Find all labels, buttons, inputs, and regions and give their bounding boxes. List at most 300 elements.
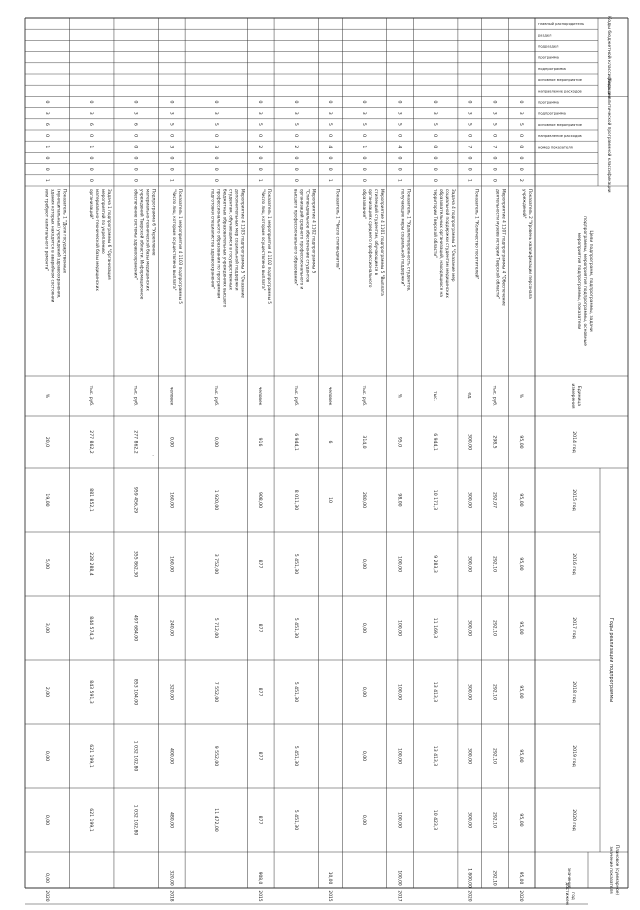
table-grid bbox=[25, 18, 628, 904]
row-description: или требуют капитального ремонта" bbox=[44, 189, 50, 272]
code-digit: 3 bbox=[432, 111, 438, 115]
table-row bbox=[361, 101, 385, 826]
code-digit: 5 bbox=[361, 122, 367, 126]
row-description: социальной поддержки студентам медицинских bbox=[444, 189, 450, 298]
code-digit: 1 bbox=[466, 178, 472, 182]
code-digit: 0 bbox=[88, 100, 94, 104]
table-cells bbox=[44, 16, 620, 905]
row-description: мероприятий по укреплению bbox=[100, 189, 106, 254]
header-unit: измерения bbox=[570, 383, 575, 409]
code-digit: 0 bbox=[257, 167, 263, 171]
row-unit: ед. bbox=[466, 392, 472, 400]
row-unit: тыс. bbox=[432, 391, 438, 401]
value-2014: 300,00 bbox=[466, 433, 472, 451]
row-unit: тыс. руб. bbox=[292, 385, 298, 407]
code-subheader: основное мероприятие bbox=[538, 78, 582, 83]
value-year: 5 712,00 bbox=[212, 617, 218, 639]
header-unit: Единица bbox=[576, 385, 581, 407]
row-description: бюджетных образовательных учреждениях высшего bbox=[222, 189, 228, 308]
value-year: 621 199,1 bbox=[88, 808, 94, 832]
row-description: Мероприятие 4 1103 подпрограммы 5 "Оказание bbox=[240, 189, 246, 298]
value-year: 877 bbox=[257, 687, 263, 697]
code-digit: 3 bbox=[88, 111, 94, 115]
value-year: 95,00 bbox=[518, 685, 524, 699]
row-unit: тыс. руб. bbox=[88, 385, 94, 407]
code-digit: 0 bbox=[132, 145, 138, 149]
row-description: "Число лиц, которым осуществлена выплата" bbox=[172, 189, 178, 291]
row-unit: % bbox=[518, 393, 524, 399]
row-unit: % bbox=[396, 393, 402, 399]
code-digit: 0 bbox=[396, 156, 402, 160]
code-digit: 1 bbox=[43, 178, 49, 182]
code-digit: 3 bbox=[168, 111, 174, 115]
code-subheader: основное мероприятие bbox=[538, 122, 582, 127]
row-description: Показатель 1 "Число стипендиатов" bbox=[335, 189, 341, 270]
value-year: 11 169,3 bbox=[432, 617, 438, 639]
code-digit: 0 bbox=[396, 134, 402, 138]
value-year: 853 104,00 bbox=[132, 678, 138, 706]
target-year: 2020 bbox=[43, 890, 49, 902]
value-year: 300,00 bbox=[466, 747, 472, 765]
value-year: 3,00 bbox=[43, 622, 49, 634]
table-row bbox=[432, 101, 456, 831]
code-subheader: подпрограмма bbox=[538, 111, 566, 116]
table-row bbox=[44, 101, 68, 902]
code-digit: 0 bbox=[212, 156, 218, 160]
row-description: (муниципальных) учреждений здравоохранения, bbox=[56, 189, 62, 299]
code-digit: 0 bbox=[361, 178, 367, 182]
value-year: 228 288,4 bbox=[88, 552, 94, 576]
header-purpose: подпрограммы, мероприятия подпрограммы, основные bbox=[582, 216, 587, 346]
row-description: образовательных организаций, находящихся на bbox=[438, 189, 444, 297]
code-digit: 0 bbox=[43, 134, 49, 138]
code-digit: 0 bbox=[168, 167, 174, 171]
row-description: Показатель 1 "Количество посетителей" bbox=[474, 189, 480, 280]
value-year: 95,00 bbox=[518, 749, 524, 763]
code-digit: 3 bbox=[43, 111, 49, 115]
header-budget-codes: Коды бюджетной классификации bbox=[606, 16, 611, 99]
value-2014: 0,00 bbox=[168, 436, 174, 448]
code-digit: 0 bbox=[432, 100, 438, 104]
table-row bbox=[466, 101, 479, 902]
code-digit: 0 bbox=[432, 167, 438, 171]
header-year: 2018 год bbox=[571, 681, 576, 703]
value-year: 292,10 bbox=[491, 619, 497, 637]
target-value: 100,00 bbox=[396, 870, 402, 886]
value-year: 300,00 bbox=[466, 811, 472, 829]
value-2014: 6 944,1 bbox=[432, 433, 438, 451]
code-digit: 0 bbox=[361, 134, 367, 138]
value-year: 621 199,1 bbox=[88, 744, 94, 768]
target-year: 2015 bbox=[326, 890, 332, 902]
value-year: 100,00 bbox=[396, 619, 402, 637]
code-subheader: подпрограмма bbox=[538, 66, 566, 71]
code-digit: 0 bbox=[292, 178, 298, 182]
code-digit: 7 bbox=[491, 145, 497, 149]
value-year: 10 423,3 bbox=[432, 809, 438, 831]
code-subheader: направление расходов bbox=[538, 89, 582, 94]
code-digit: 3 bbox=[491, 111, 497, 115]
code-digit: 0 bbox=[43, 167, 49, 171]
code-digit: 0 bbox=[168, 100, 174, 104]
value-year: 3 752,00 bbox=[212, 553, 218, 575]
value-year: 292,07 bbox=[491, 491, 497, 509]
code-digit: 1 bbox=[257, 178, 263, 182]
value-2014: 916 bbox=[257, 437, 263, 447]
code-subheader: направление расходов bbox=[538, 134, 582, 139]
value-year: 480,00 bbox=[168, 811, 174, 829]
code-digit: 0 bbox=[212, 100, 218, 104]
header-year: 2017 год bbox=[571, 617, 576, 639]
target-value: 320,00 bbox=[168, 870, 174, 886]
code-digit: 0 bbox=[257, 156, 263, 160]
value-2014: 20,0 bbox=[43, 436, 49, 448]
row-unit: тыс. руб. bbox=[491, 385, 497, 407]
code-digit: 0 bbox=[432, 156, 438, 160]
code-digit: 0 bbox=[396, 100, 402, 104]
row-description: Задача 4 подпрограммы 5 "Оказание мер bbox=[450, 189, 456, 282]
row-description: деятельности музеев истории Тверской области" bbox=[495, 189, 501, 299]
code-digit: 0 bbox=[491, 178, 497, 182]
value-year: 300,00 bbox=[466, 619, 472, 637]
row-description: подготовки специалистов здравоохранения" bbox=[210, 189, 216, 290]
value-year: 292,10 bbox=[491, 811, 497, 829]
header-target-year: год bbox=[571, 892, 576, 900]
code-digit: 0 bbox=[132, 178, 138, 182]
value-year: 5 451,30 bbox=[292, 617, 298, 639]
code-digit: 4 bbox=[326, 145, 332, 149]
code-digit: 7 bbox=[466, 145, 472, 149]
value-year: 0,00 bbox=[361, 686, 367, 698]
code-digit: 5 bbox=[326, 122, 332, 126]
value-year: 877 bbox=[257, 623, 263, 633]
rotated-table bbox=[25, 16, 628, 905]
value-year: 1 920,00 bbox=[212, 489, 218, 511]
code-digit: 0 bbox=[43, 156, 49, 160]
row-description: территории Тверской области" bbox=[432, 189, 438, 258]
target-value: 908,0 bbox=[257, 871, 263, 885]
value-year: 0,00 bbox=[361, 558, 367, 570]
row-description: организаций" bbox=[88, 189, 94, 220]
value-year: 280,00 bbox=[361, 491, 367, 509]
value-year: 0,00 bbox=[361, 750, 367, 762]
code-subheader: подраздел bbox=[538, 44, 559, 49]
code-digit: 0 bbox=[212, 134, 218, 138]
code-digit: 5 bbox=[396, 122, 402, 126]
code-digit: 0 bbox=[432, 134, 438, 138]
code-digit: 0 bbox=[326, 167, 332, 171]
value-2014: 6 bbox=[326, 440, 332, 444]
row-unit: тыс. руб. bbox=[132, 385, 138, 407]
value-year: 300,00 bbox=[466, 683, 472, 701]
code-digit: 3 bbox=[466, 111, 472, 115]
code-digit: 0 bbox=[518, 156, 524, 160]
row-description: дополнительных мер социальной поддержки bbox=[234, 189, 240, 291]
code-digit: 1 bbox=[361, 145, 367, 149]
value-year: 843 591,3 bbox=[88, 680, 94, 704]
value-year: 300,00 bbox=[466, 491, 472, 509]
header-base-year: 2014 год bbox=[571, 431, 576, 453]
code-digit: 0 bbox=[491, 156, 497, 160]
code-digit: 0 bbox=[168, 156, 174, 160]
header-year: 2020 год bbox=[571, 809, 576, 831]
code-subheader: раздел bbox=[538, 33, 552, 38]
value-year: 0,00 bbox=[361, 814, 367, 826]
value-year: 881 852,1 bbox=[88, 488, 94, 512]
value-year: 2,00 bbox=[43, 686, 49, 698]
code-digit: 0 bbox=[168, 134, 174, 138]
value-year: 5 451,30 bbox=[292, 745, 298, 767]
row-description: Подпрограмма 6 "Укрепление bbox=[151, 189, 157, 256]
row-description: здания которых находятся в аварийном состоянии bbox=[50, 189, 56, 303]
row-unit: тыс. руб. bbox=[361, 385, 367, 407]
value-year: 95,00 bbox=[518, 621, 524, 635]
table-row bbox=[397, 101, 412, 902]
row-description: студентам, обучающимся в государственных bbox=[228, 189, 234, 290]
row-description: организациях среднего профессионального bbox=[367, 189, 373, 288]
code-digit: 3 bbox=[212, 111, 218, 115]
value-year: 100,00 bbox=[396, 683, 402, 701]
table-row bbox=[327, 101, 340, 902]
code-digit: 0 bbox=[292, 100, 298, 104]
code-digit: 0 bbox=[88, 178, 94, 182]
header-years-group: Годы реализации подпрограммы bbox=[608, 617, 613, 703]
header-target-year: достижения bbox=[565, 882, 570, 905]
code-digit: 2 bbox=[257, 145, 263, 149]
code-digit: 3 bbox=[168, 145, 174, 149]
row-description: "Стипендиальное обеспечение студентов bbox=[305, 189, 311, 283]
code-digit: 2 bbox=[518, 178, 524, 182]
value-year: 877 bbox=[257, 815, 263, 825]
code-subheader: программа bbox=[538, 55, 559, 60]
code-digit: 0 bbox=[466, 167, 472, 171]
code-digit: 0 bbox=[326, 156, 332, 160]
value-year: 844 574,3 bbox=[88, 616, 94, 640]
row-description: "Число лиц, которым осуществлена выплата" bbox=[261, 189, 267, 291]
code-digit: 0 bbox=[132, 167, 138, 171]
value-year: 497 684,00 bbox=[132, 614, 138, 642]
code-digit: 0 bbox=[292, 156, 298, 160]
row-unit: человек bbox=[168, 386, 174, 406]
code-digit: 0 bbox=[466, 100, 472, 104]
header-purpose: Цели подпрограмм, подпрограммы, задачи bbox=[588, 230, 593, 332]
target-value: 292,10 bbox=[491, 870, 497, 886]
code-digit: 3 bbox=[132, 111, 138, 115]
value-year: 877 bbox=[257, 751, 263, 761]
target-value: 95,00 bbox=[518, 871, 524, 885]
value-year: 9 283,3 bbox=[432, 555, 438, 573]
row-description: стипендий студентам, обучающимся в bbox=[373, 189, 379, 276]
row-description: получающих меры социальной поддержки" bbox=[400, 189, 406, 287]
code-digit: 1 bbox=[326, 178, 332, 182]
value-2014: 0,00 bbox=[212, 436, 218, 448]
value-year: 5 451,30 bbox=[292, 809, 298, 831]
code-digit: 0 bbox=[292, 134, 298, 138]
code-digit: 0 bbox=[88, 167, 94, 171]
code-digit: 0 bbox=[132, 134, 138, 138]
code-digit: 0 bbox=[518, 145, 524, 149]
code-digit: 0 bbox=[212, 167, 218, 171]
code-digit: 0 bbox=[491, 100, 497, 104]
value-year: 292,10 bbox=[491, 683, 497, 701]
target-year: 2017 bbox=[396, 890, 402, 902]
target-year: 2018 bbox=[168, 890, 174, 902]
code-digit: 1 bbox=[43, 145, 49, 149]
value-year: 95,00 bbox=[518, 557, 524, 571]
value-year: 100,00 bbox=[396, 555, 402, 573]
table-row bbox=[257, 101, 272, 902]
value-year: 240,00 bbox=[168, 619, 174, 637]
code-digit: 0 bbox=[491, 167, 497, 171]
value-year: 877 bbox=[257, 559, 263, 569]
header-analytic-codes: Коды аналитической программной классификации bbox=[607, 78, 612, 193]
value-year: 100,00 bbox=[396, 811, 402, 829]
value-year: 292,10 bbox=[491, 747, 497, 765]
value-year: 8 011,30 bbox=[292, 489, 298, 511]
code-digit: 0 bbox=[518, 100, 524, 104]
value-year: 160,00 bbox=[168, 555, 174, 573]
code-digit: 0 bbox=[361, 167, 367, 171]
row-description: организаций среднего профессионального и bbox=[299, 189, 305, 290]
value-2014: 95,0 bbox=[396, 436, 402, 448]
value-year: 95,00 bbox=[518, 813, 524, 827]
header-target-group: Плановое (суммарное) bbox=[615, 844, 620, 896]
code-digit: 0 bbox=[466, 156, 472, 160]
code-digit: 0 bbox=[396, 167, 402, 171]
row-unit: % bbox=[43, 393, 49, 399]
code-digit: 2 bbox=[292, 145, 298, 149]
table-row bbox=[518, 101, 533, 902]
value-2014: 314,0 bbox=[361, 435, 367, 449]
value-year: 300,00 bbox=[466, 555, 472, 573]
code-digit: 0 bbox=[132, 100, 138, 104]
code-digit: 5 bbox=[212, 122, 218, 126]
value-year: 0,00 bbox=[43, 750, 49, 762]
value-year: 100,00 bbox=[396, 747, 402, 765]
header-year: 2016 год bbox=[571, 553, 576, 575]
value-year: 13 413,3 bbox=[432, 681, 438, 703]
value-year: 1 032 102,80 bbox=[132, 804, 138, 836]
row-description: Мероприятие 4 1101 подпрограммы 5 "Выплата bbox=[379, 189, 385, 296]
code-subheader: главный распорядитель bbox=[538, 22, 585, 27]
row-description: высшего профессионального образования" bbox=[293, 189, 299, 286]
target-value: 0,00 bbox=[43, 873, 49, 883]
code-digit: 0 bbox=[326, 100, 332, 104]
value-2014: 6 944,1 bbox=[292, 433, 298, 451]
value-year: 10 bbox=[326, 497, 332, 503]
value-year: 908,00 bbox=[257, 491, 263, 509]
code-digit: 3 bbox=[326, 111, 332, 115]
code-digit: 0 bbox=[212, 178, 218, 182]
row-description: профессионального образования по программам bbox=[216, 189, 222, 299]
value-year: 320,00 bbox=[168, 683, 174, 701]
code-digit: 1 bbox=[88, 145, 94, 149]
code-digit: 0 bbox=[43, 100, 49, 104]
code-digit: 0 bbox=[292, 167, 298, 171]
code-digit: 0 bbox=[132, 156, 138, 160]
code-digit: 1 bbox=[168, 178, 174, 182]
value-year: 0,00 bbox=[43, 814, 49, 826]
scan-mark: · bbox=[152, 452, 155, 460]
value-year: 98,00 bbox=[396, 493, 402, 507]
code-digit: 0 bbox=[361, 100, 367, 104]
row-unit: человек bbox=[257, 386, 263, 406]
value-year: 959 456,29 bbox=[132, 486, 138, 514]
row-description: материально-технической базы медицинских bbox=[94, 189, 100, 291]
value-2014: 277 862,2 bbox=[88, 430, 94, 454]
value-2014: 277 862,2 bbox=[132, 430, 138, 454]
row-description: Показатель 1 "Удовлетворенность студентов, bbox=[406, 189, 412, 292]
value-year: 160,00 bbox=[168, 491, 174, 509]
value-year: 1 032 102,80 bbox=[132, 740, 138, 772]
target-year: 2015 bbox=[257, 890, 263, 902]
row-description: образования" bbox=[361, 189, 367, 220]
value-year: 9 552,00 bbox=[212, 745, 218, 767]
code-digit: 5 bbox=[518, 122, 524, 126]
code-digit: 5 bbox=[257, 122, 263, 126]
code-digit: 0 bbox=[432, 178, 438, 182]
code-digit: 3 bbox=[292, 111, 298, 115]
code-digit: 6 bbox=[88, 122, 94, 126]
row-description: Показатель 1 мероприятия 4 1103 подпрограммы 5 bbox=[178, 189, 184, 304]
value-2014: 95,00 bbox=[518, 435, 524, 449]
value-year: 11 472,00 bbox=[212, 808, 218, 832]
value-year: 0,00 bbox=[361, 622, 367, 634]
code-digit: 4 bbox=[396, 145, 402, 149]
table-row bbox=[491, 101, 506, 886]
code-digit: 3 bbox=[396, 111, 402, 115]
code-digit: 6 bbox=[132, 122, 138, 126]
value-year: 5 451,30 bbox=[292, 681, 298, 703]
row-description: обеспечение системы здравоохранения" bbox=[133, 189, 139, 280]
code-digit: 0 bbox=[518, 134, 524, 138]
row-description: учреждений" bbox=[522, 189, 527, 219]
table-row bbox=[168, 101, 183, 902]
code-digit: 0 bbox=[466, 134, 472, 138]
header-target-value: значение bbox=[567, 867, 572, 889]
value-year: 13 413,3 bbox=[432, 745, 438, 767]
code-digit: 3 bbox=[212, 145, 218, 149]
value-year: 292,10 bbox=[491, 555, 497, 573]
value-year: 95,00 bbox=[518, 493, 524, 507]
code-digit: 5 bbox=[292, 122, 298, 126]
code-digit: 0 bbox=[257, 134, 263, 138]
code-digit: 5 bbox=[466, 122, 472, 126]
code-digit: 0 bbox=[88, 134, 94, 138]
value-year: 19,00 bbox=[43, 493, 49, 507]
target-year: 2020 bbox=[466, 890, 472, 902]
value-year: 5 451,30 bbox=[292, 553, 298, 575]
code-digit: 3 bbox=[361, 111, 367, 115]
value-year: 10 171,3 bbox=[432, 489, 438, 511]
target-value: 1 800,00 bbox=[466, 868, 472, 888]
target-year: 2020 bbox=[518, 890, 524, 902]
code-digit: 3 bbox=[518, 111, 524, 115]
value-2014: 298,5 bbox=[491, 435, 497, 449]
table-row bbox=[210, 101, 245, 832]
code-digit: 3 bbox=[257, 111, 263, 115]
code-digit: 0 bbox=[432, 145, 438, 149]
row-unit: человек bbox=[326, 386, 332, 406]
code-subheader: программа bbox=[538, 100, 559, 105]
code-digit: 1 bbox=[396, 178, 402, 182]
row-description: Задача 1 подпрограммы 6 "Организация bbox=[106, 189, 112, 280]
code-digit: 5 bbox=[432, 122, 438, 126]
code-digit: 5 bbox=[491, 122, 497, 126]
table-row bbox=[88, 101, 112, 832]
table-row bbox=[293, 101, 317, 831]
code-digit: 5 bbox=[168, 122, 174, 126]
